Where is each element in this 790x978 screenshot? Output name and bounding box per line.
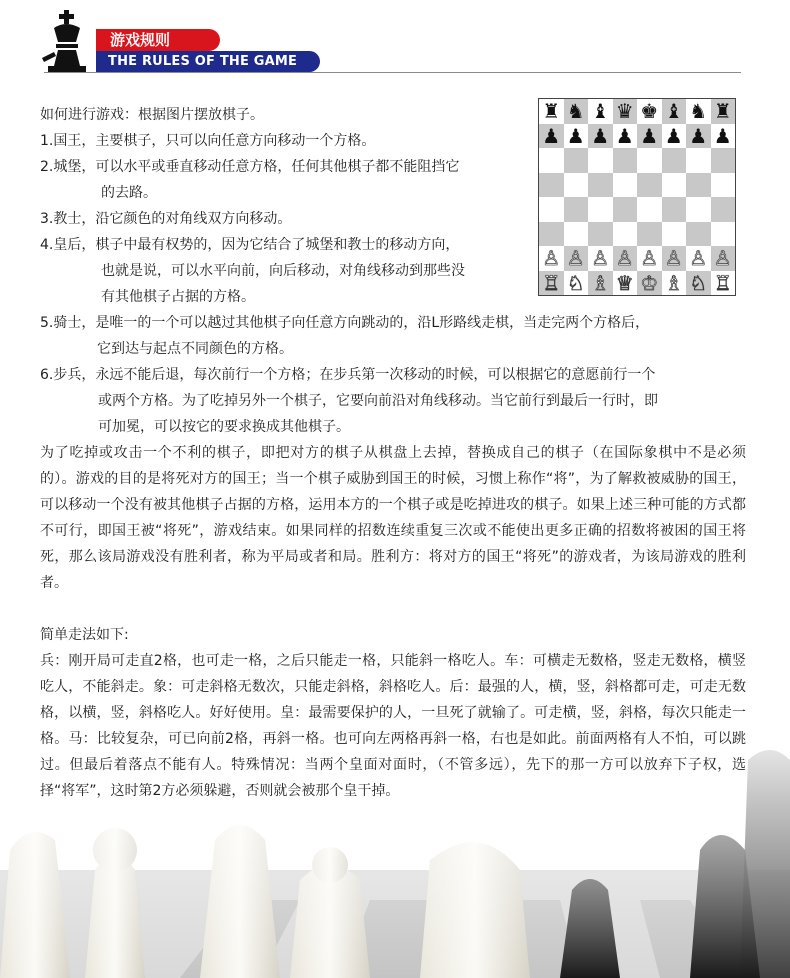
black-piece-icon: ♜	[713, 99, 732, 124]
capture-paragraph: 为了吃掉或攻击一个不利的棋子，即把对方的棋子从棋盘上去掉，替换成自己的棋子（在国际象棋中不是必须的）。游戏的目的是将死对方的国王；当一个棋子威胁到国王的时候，习惯上称作“将”，为了解救被威胁的国王，可以移动一个没有被其他棋子占据的方格，运用本方的一个棋子或是吃掉进攻的棋子。如果上述三种可能的方式都不可行，即国王被“将死”，游戏结束。如果同样的招数连续重复三次或不能使出更多正确的招数将被困的国王将死，那么该局游戏没有胜利者，称为平局或者和局。胜利方：将对方的国王“将死”的游戏者，为该局游戏的胜利者。	[40, 445, 746, 591]
simple-moves-paragraph: 兵：刚开局可走直2格，也可走一格，之后只能走一格，只能斜一格吃人。车：可横走无数格，竖走无数格，横竖吃人，不能斜走。象：可走斜格无数次，只能走斜格，斜格吃人。后：最强的人，横，竖，斜格都可走，可走无数格，以横，竖，斜格吃人。好好使用。皇：最需要保护的人，一旦死了就输了。可走横，竖，斜格，每次只能走一格。马：比较复杂，可已向前2格，再斜一格。也可向左两格再斜一格，右也是如此。前面两格有人不怕，可以跳过。但最后着落点不能有人。特殊情况：当两个皇面对面时，（不管多远），先下的那一方可以放弃下子权，选择“将军”，这时第2方必须躲避，否则就会被那个皇干掉。	[40, 653, 746, 799]
rules-body	[40, 99, 746, 804]
white-piece-icon: ♙	[542, 246, 561, 271]
black-piece-icon: ♟	[542, 123, 561, 148]
black-piece-icon: ♟	[640, 123, 659, 148]
black-piece-icon: ♟	[591, 123, 610, 148]
simple-heading: 简单走法如下:	[40, 627, 129, 643]
black-piece-icon: ♟	[713, 123, 732, 148]
black-piece-icon: ♟	[615, 123, 634, 148]
rule-pawn-cont-1: 或两个方格。为了吃掉另外一个棋子，它要向前沿对角线移动。当它前行到最后一行时，即	[98, 393, 658, 409]
white-piece-icon: ♘	[566, 270, 585, 295]
rule-king: 1.国王，主要棋子，只可以向任意方向移动一个方格。	[40, 133, 376, 149]
rule-knight-cont: 它到达与起点不同颜色的方格。	[97, 341, 293, 357]
rule-pawn-cont-2: 可加冕，可以按它的要求换成其他棋子。	[98, 419, 350, 435]
white-piece-icon: ♗	[591, 270, 610, 295]
white-piece-icon: ♙	[591, 246, 610, 271]
white-piece-icon: ♙	[713, 246, 732, 271]
white-piece-icon: ♔	[640, 270, 659, 295]
black-piece-icon: ♚	[640, 99, 659, 124]
rule-knight: 5.骑士，是唯一的一个可以越过其他棋子向任意方向跳动的，沿L形路线走棋，当走完两个方格后，	[40, 315, 650, 331]
rule-rook: 2.城堡，可以水平或垂直移动任意方格，任何其他棋子都不能阻挡它	[40, 159, 460, 175]
white-piece-icon: ♕	[615, 270, 634, 295]
rule-queen: 4.皇后，棋子中最有权势的，因为它结合了城堡和教士的移动方向，	[40, 237, 460, 253]
rule-queen-cont-1: 也就是说，可以水平向前，向后移动，对角线移动到那些没	[101, 263, 465, 279]
black-piece-icon: ♛	[615, 99, 634, 124]
header	[0, 0, 790, 80]
rule-pawn: 6.步兵，永远不能后退，每次前行一个方格；在步兵第一次移动的时候，可以根据它的意愿前行一个	[40, 367, 656, 383]
black-piece-icon: ♜	[542, 99, 561, 124]
black-piece-icon: ♝	[664, 99, 683, 124]
black-piece-icon: ♟	[566, 123, 585, 148]
white-piece-icon: ♖	[713, 270, 732, 295]
white-piece-icon: ♙	[689, 246, 708, 271]
title-english: THE RULES OF THE GAME	[96, 51, 320, 72]
rules-intro: 如何进行游戏：根据图片摆放棋子。	[40, 107, 264, 123]
white-piece-icon: ♗	[664, 270, 683, 295]
black-piece-icon: ♝	[591, 99, 610, 124]
white-piece-icon: ♙	[664, 246, 683, 271]
title-chinese: 游戏规则	[96, 29, 220, 51]
white-piece-icon: ♘	[689, 270, 708, 295]
rule-bishop: 3.教士，沿它颜色的对角线双方向移动。	[40, 211, 292, 227]
black-piece-icon: ♟	[689, 123, 708, 148]
rule-rook-cont: 的去路。	[101, 185, 157, 201]
black-piece-icon: ♟	[664, 123, 683, 148]
chess-king-icon	[40, 8, 96, 74]
white-piece-icon: ♖	[542, 270, 561, 295]
header-divider	[44, 72, 741, 73]
white-piece-icon: ♙	[615, 246, 634, 271]
white-piece-icon: ♙	[640, 246, 659, 271]
black-piece-icon: ♞	[566, 99, 585, 124]
black-piece-icon: ♞	[689, 99, 708, 124]
rule-queen-cont-2: 有其他棋子占据的方格。	[101, 289, 255, 305]
white-piece-icon: ♙	[566, 246, 585, 271]
